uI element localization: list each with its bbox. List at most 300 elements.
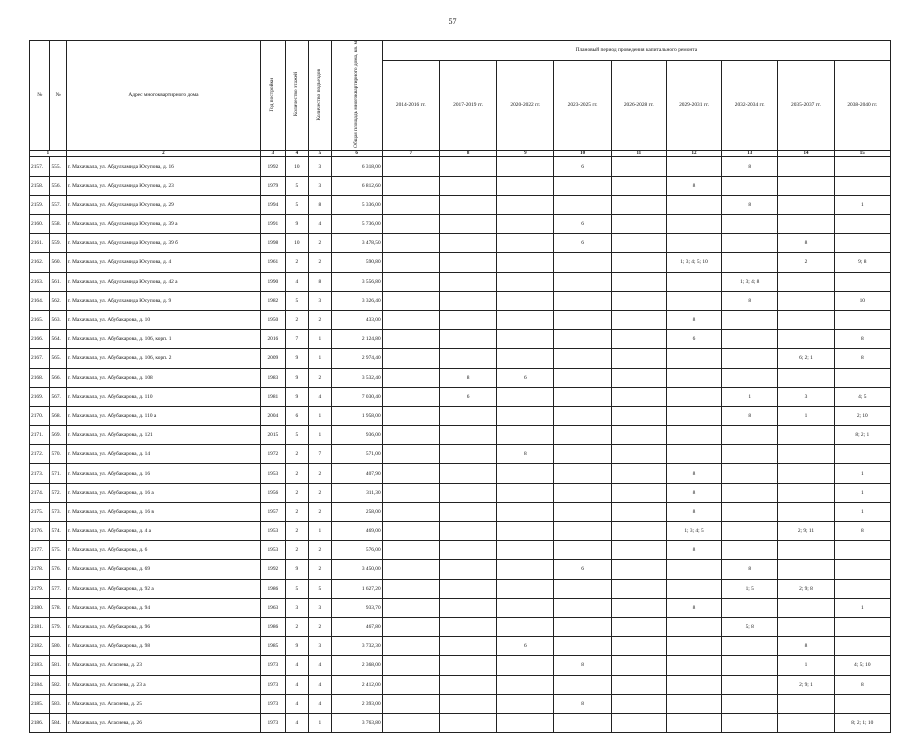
entrances-cell: 1	[309, 426, 331, 445]
period-cell	[554, 502, 611, 521]
period-cell: 6	[554, 157, 611, 176]
period-cell: 8; 2; 1	[834, 426, 890, 445]
period-cell	[778, 291, 834, 310]
column-number: 13	[722, 150, 778, 157]
row-sub-number: 584.	[50, 713, 66, 732]
row-number: 2186.	[30, 713, 50, 732]
period-cell	[722, 694, 778, 713]
period-cell	[497, 234, 554, 253]
table-row	[30, 310, 891, 329]
year-cell: 1972	[261, 445, 286, 464]
period-cell	[554, 713, 611, 732]
row-sub-number: 566.	[50, 368, 66, 387]
column-number: 15	[834, 150, 890, 157]
period-cell	[382, 598, 439, 617]
area-cell: 3 556,80	[331, 272, 382, 291]
period-cell	[722, 215, 778, 234]
period-cell	[382, 215, 439, 234]
period-cell: 8	[666, 310, 721, 329]
period-cell: 9; 8	[834, 253, 890, 272]
period-cell	[666, 445, 721, 464]
row-sub-number: 582.	[50, 675, 66, 694]
row-sub-number: 572.	[50, 483, 66, 502]
period-cell: 8	[722, 195, 778, 214]
period-cell	[722, 598, 778, 617]
period-cell: 1; 3; 4; 5	[666, 522, 721, 541]
period-cell	[611, 176, 666, 195]
row-sub-number: 570.	[50, 445, 66, 464]
row-number: 2180.	[30, 598, 50, 617]
row-sub-number: 577.	[50, 579, 66, 598]
row-sub-number: 555.	[50, 157, 66, 176]
entrances-cell: 8	[309, 272, 331, 291]
period-cell: 1	[778, 406, 834, 425]
floors-cell: 9	[285, 560, 309, 579]
period-cell	[834, 694, 890, 713]
row-sub-number: 583.	[50, 694, 66, 713]
period-cell	[497, 560, 554, 579]
period-cell: 1	[834, 502, 890, 521]
period-cell	[439, 195, 496, 214]
period-cell: 2; 9; 11	[778, 522, 834, 541]
period-cell	[778, 426, 834, 445]
period-cell	[382, 157, 439, 176]
period-cell	[611, 215, 666, 234]
header-period-6: 2032-2034 гг.	[722, 60, 778, 150]
header-period-4: 2026-2028 гг.	[611, 60, 666, 150]
row-sub-number: 564.	[50, 330, 66, 349]
period-cell	[554, 598, 611, 617]
row-number: 2165.	[30, 310, 50, 329]
table-row	[30, 445, 891, 464]
area-cell: 469,00	[331, 522, 382, 541]
period-cell	[554, 522, 611, 541]
period-cell: 8	[834, 330, 890, 349]
period-cell	[666, 426, 721, 445]
row-sub-number: 562.	[50, 291, 66, 310]
year-cell: 1986	[261, 579, 286, 598]
period-cell	[382, 675, 439, 694]
row-sub-number: 576.	[50, 560, 66, 579]
header-period-8: 2038-2040 гг.	[834, 60, 890, 150]
period-cell	[834, 617, 890, 636]
period-cell	[554, 195, 611, 214]
address-cell: г. Махачкала, ул. Абубакарова, д. 10	[66, 310, 260, 329]
entrances-cell: 2	[309, 502, 331, 521]
address-cell: г. Махачкала, ул. Абубакарова, д. 96	[66, 617, 260, 636]
period-cell	[666, 713, 721, 732]
period-cell	[382, 502, 439, 521]
area-cell: 590,80	[331, 253, 382, 272]
entrances-cell: 2	[309, 560, 331, 579]
period-cell	[554, 310, 611, 329]
header-floors: Количество этажей	[285, 41, 309, 151]
floors-cell: 3	[285, 598, 309, 617]
area-cell: 3 326,40	[331, 291, 382, 310]
header-period-3: 2023-2025 гг.	[554, 60, 611, 150]
year-cell: 1953	[261, 541, 286, 560]
entrances-cell: 1	[309, 330, 331, 349]
year-cell: 1992	[261, 560, 286, 579]
floors-cell: 9	[285, 349, 309, 368]
period-cell	[439, 330, 496, 349]
row-number: 2159.	[30, 195, 50, 214]
period-cell	[382, 483, 439, 502]
header-period-2: 2020-2022 гг.	[497, 60, 554, 150]
year-cell: 1986	[261, 617, 286, 636]
period-cell	[666, 272, 721, 291]
row-number: 2171.	[30, 426, 50, 445]
entrances-cell: 4	[309, 656, 331, 675]
table-row	[30, 656, 891, 675]
period-cell	[382, 406, 439, 425]
period-cell	[778, 310, 834, 329]
period-cell	[382, 713, 439, 732]
table-row	[30, 406, 891, 425]
period-cell	[778, 445, 834, 464]
row-number: 2160.	[30, 215, 50, 234]
address-cell: г. Махачкала, ул. Абубакарова, д. 6	[66, 541, 260, 560]
period-cell	[382, 234, 439, 253]
address-cell: г. Махачкала, ул. Абубакарова, д. 106, корп. 1	[66, 330, 260, 349]
row-number: 2181.	[30, 617, 50, 636]
period-cell	[611, 368, 666, 387]
period-cell	[778, 713, 834, 732]
period-cell: 6	[497, 368, 554, 387]
period-cell	[439, 502, 496, 521]
period-cell	[834, 272, 890, 291]
year-cell: 1973	[261, 656, 286, 675]
address-cell: г. Махачкала, ул. Абубакарова, д. 14	[66, 445, 260, 464]
period-cell	[666, 406, 721, 425]
period-cell	[439, 406, 496, 425]
period-cell	[611, 522, 666, 541]
period-cell: 1	[834, 483, 890, 502]
year-cell: 1990	[261, 272, 286, 291]
period-cell	[497, 522, 554, 541]
floors-cell: 9	[285, 387, 309, 406]
address-cell: г. Махачкала, ул. Абубакарова, д. 106, корп. 2	[66, 349, 260, 368]
row-number: 2183.	[30, 656, 50, 675]
entrances-cell: 7	[309, 445, 331, 464]
period-cell: 4; 5	[834, 387, 890, 406]
page-number: 57	[448, 17, 457, 26]
row-sub-number: 575.	[50, 541, 66, 560]
address-cell: г. Махачкала, ул. Абдулхамида Юсупова, д. 4	[66, 253, 260, 272]
table-row	[30, 560, 891, 579]
floors-cell: 10	[285, 157, 309, 176]
floors-cell: 2	[285, 483, 309, 502]
period-cell	[439, 176, 496, 195]
floors-cell: 5	[285, 176, 309, 195]
period-cell	[382, 656, 439, 675]
period-cell: 1	[834, 598, 890, 617]
year-cell: 1961	[261, 253, 286, 272]
period-cell	[439, 253, 496, 272]
period-cell: 8	[834, 522, 890, 541]
entrances-cell: 3	[309, 637, 331, 656]
table-row	[30, 675, 891, 694]
period-cell	[554, 291, 611, 310]
address-cell: г. Махачкала, ул. Абубакарова, д. 110 а	[66, 406, 260, 425]
row-number: 2178.	[30, 560, 50, 579]
table-row	[30, 713, 891, 732]
column-number: 10	[554, 150, 611, 157]
address-cell: г. Махачкала, ул. Агасиева, д. 23 а	[66, 675, 260, 694]
period-cell	[611, 675, 666, 694]
period-cell	[554, 176, 611, 195]
column-number: 11	[611, 150, 666, 157]
header-area: Общая площадь многоквартирного дома, кв. м	[331, 41, 382, 151]
header-entrances: Количество подъездов	[309, 41, 331, 151]
period-cell	[382, 291, 439, 310]
entrances-cell: 1	[309, 713, 331, 732]
year-cell: 1953	[261, 522, 286, 541]
period-cell	[497, 253, 554, 272]
period-cell: 8	[554, 656, 611, 675]
area-cell: 6 812,60	[331, 176, 382, 195]
period-cell: 8	[722, 291, 778, 310]
address-cell: г. Махачкала, ул. Абдулхамида Юсупова, д. 29	[66, 195, 260, 214]
period-cell	[554, 617, 611, 636]
entrances-cell: 2	[309, 310, 331, 329]
period-cell: 1	[834, 464, 890, 483]
period-cell	[611, 157, 666, 176]
area-cell: 3 763,80	[331, 713, 382, 732]
period-cell: 8	[666, 464, 721, 483]
capital-repair-table	[29, 40, 891, 733]
period-cell	[666, 656, 721, 675]
table-row	[30, 368, 891, 387]
area-cell: 6 318,00	[331, 157, 382, 176]
period-cell	[722, 234, 778, 253]
period-cell	[497, 195, 554, 214]
period-cell	[666, 387, 721, 406]
period-cell	[439, 349, 496, 368]
column-number: 4	[285, 150, 309, 157]
area-cell: 3 478,50	[331, 234, 382, 253]
period-cell	[497, 349, 554, 368]
year-cell: 1992	[261, 157, 286, 176]
period-cell	[554, 272, 611, 291]
area-cell: 3 532,40	[331, 368, 382, 387]
column-number: 14	[778, 150, 834, 157]
row-sub-number: 563.	[50, 310, 66, 329]
year-cell: 2004	[261, 406, 286, 425]
period-cell: 1; 5	[722, 579, 778, 598]
period-cell	[778, 694, 834, 713]
row-number: 2167.	[30, 349, 50, 368]
period-cell	[554, 387, 611, 406]
period-cell: 1; 3; 4; 8	[722, 272, 778, 291]
period-cell	[834, 215, 890, 234]
period-cell	[497, 272, 554, 291]
period-cell	[722, 675, 778, 694]
entrances-cell: 4	[309, 694, 331, 713]
period-cell	[554, 253, 611, 272]
period-cell	[554, 406, 611, 425]
floors-cell: 4	[285, 713, 309, 732]
area-cell: 933,70	[331, 598, 382, 617]
floors-cell: 9	[285, 637, 309, 656]
period-cell	[382, 176, 439, 195]
floors-cell: 2	[285, 445, 309, 464]
period-cell: 6; 2; 1	[778, 349, 834, 368]
period-cell: 8	[666, 483, 721, 502]
entrances-cell: 3	[309, 176, 331, 195]
period-cell	[439, 483, 496, 502]
address-cell: г. Махачкала, ул. Абубакарова, д. 98	[66, 637, 260, 656]
period-cell	[834, 368, 890, 387]
period-cell	[554, 483, 611, 502]
table-row	[30, 195, 891, 214]
area-cell: 1 627,20	[331, 579, 382, 598]
entrances-cell: 8	[309, 195, 331, 214]
header-period-7: 2035-2037 гг.	[778, 60, 834, 150]
period-cell	[382, 445, 439, 464]
period-cell: 3	[778, 387, 834, 406]
table-row	[30, 617, 891, 636]
floors-cell: 2	[285, 464, 309, 483]
period-cell	[439, 234, 496, 253]
period-cell	[778, 598, 834, 617]
address-cell: г. Махачкала, ул. Абубакарова, д. 121	[66, 426, 260, 445]
row-sub-number: 567.	[50, 387, 66, 406]
row-sub-number: 557.	[50, 195, 66, 214]
header-address: Адрес многоквартирного дома	[66, 41, 260, 151]
row-sub-number: 571.	[50, 464, 66, 483]
row-number: 2166.	[30, 330, 50, 349]
column-number: 1	[30, 150, 67, 157]
table-row	[30, 483, 891, 502]
period-cell: 10	[834, 291, 890, 310]
address-cell: г. Махачкала, ул. Абубакарова, д. 16 в	[66, 502, 260, 521]
period-cell: 2	[778, 253, 834, 272]
row-sub-number: 573.	[50, 502, 66, 521]
year-cell: 1950	[261, 310, 286, 329]
area-cell: 258,00	[331, 502, 382, 521]
table-row	[30, 598, 891, 617]
address-cell: г. Махачкала, ул. Абдулхамида Юсупова, д. 39 а	[66, 215, 260, 234]
period-cell	[722, 176, 778, 195]
floors-cell: 2	[285, 617, 309, 636]
floors-cell: 7	[285, 330, 309, 349]
area-cell: 407,90	[331, 464, 382, 483]
period-cell	[554, 349, 611, 368]
area-cell: 2 974,40	[331, 349, 382, 368]
period-cell	[382, 617, 439, 636]
period-cell	[439, 617, 496, 636]
area-cell: 467,80	[331, 617, 382, 636]
column-number: 12	[666, 150, 721, 157]
period-cell: 2; 10	[834, 406, 890, 425]
period-cell	[834, 310, 890, 329]
entrances-cell: 1	[309, 522, 331, 541]
area-cell: 311,30	[331, 483, 382, 502]
period-cell	[382, 464, 439, 483]
address-cell: г. Махачкала, ул. Агасиева, д. 26	[66, 713, 260, 732]
floors-cell: 5	[285, 291, 309, 310]
address-cell: г. Махачкала, ул. Абубакарова, д. 16 а	[66, 483, 260, 502]
period-cell	[722, 541, 778, 560]
address-cell: г. Махачкала, ул. Абдулхамида Юсупова, д. 16	[66, 157, 260, 176]
period-cell	[497, 617, 554, 636]
period-cell	[382, 368, 439, 387]
period-cell	[666, 215, 721, 234]
period-cell: 6	[554, 215, 611, 234]
row-number: 2182.	[30, 637, 50, 656]
row-sub-number: 581.	[50, 656, 66, 675]
area-cell: 5 736,00	[331, 215, 382, 234]
table-row	[30, 464, 891, 483]
column-number: 7	[382, 150, 439, 157]
table-row	[30, 579, 891, 598]
year-cell: 1979	[261, 176, 286, 195]
row-sub-number: 565.	[50, 349, 66, 368]
period-cell	[611, 598, 666, 617]
period-cell	[666, 195, 721, 214]
period-cell	[382, 310, 439, 329]
period-cell	[497, 310, 554, 329]
table-row	[30, 541, 891, 560]
entrances-cell: 4	[309, 215, 331, 234]
period-cell	[382, 387, 439, 406]
row-sub-number: 579.	[50, 617, 66, 636]
area-cell: 571,00	[331, 445, 382, 464]
row-number: 2168.	[30, 368, 50, 387]
address-cell: г. Махачкала, ул. Абдулхамида Юсупова, д. 42 а	[66, 272, 260, 291]
address-cell: г. Махачкала, ул. Абубакарова, д. 110	[66, 387, 260, 406]
period-cell	[554, 675, 611, 694]
period-cell	[554, 464, 611, 483]
year-cell: 2016	[261, 330, 286, 349]
period-cell: 8	[778, 234, 834, 253]
row-number: 2169.	[30, 387, 50, 406]
table-row	[30, 387, 891, 406]
period-cell	[778, 464, 834, 483]
period-cell	[554, 579, 611, 598]
column-number: 3	[261, 150, 286, 157]
period-cell	[722, 483, 778, 502]
year-cell: 1998	[261, 234, 286, 253]
period-cell	[439, 215, 496, 234]
period-cell	[611, 617, 666, 636]
header-no: №	[30, 41, 50, 151]
period-cell	[497, 483, 554, 502]
address-cell: г. Махачкала, ул. Абубакарова, д. 16	[66, 464, 260, 483]
period-cell	[497, 502, 554, 521]
year-cell: 2009	[261, 349, 286, 368]
period-cell: 8	[439, 368, 496, 387]
period-cell	[497, 598, 554, 617]
floors-cell: 2	[285, 310, 309, 329]
header-year: Год постройки	[261, 41, 286, 151]
period-cell	[722, 445, 778, 464]
period-cell	[778, 176, 834, 195]
period-cell	[439, 694, 496, 713]
column-number: 6	[331, 150, 382, 157]
area-cell: 2 124,80	[331, 330, 382, 349]
period-cell	[611, 483, 666, 502]
period-cell	[439, 291, 496, 310]
row-number: 2185.	[30, 694, 50, 713]
period-cell	[611, 656, 666, 675]
period-cell: 6	[497, 637, 554, 656]
row-sub-number: 560.	[50, 253, 66, 272]
row-sub-number: 578.	[50, 598, 66, 617]
period-cell	[497, 176, 554, 195]
floors-cell: 5	[285, 426, 309, 445]
